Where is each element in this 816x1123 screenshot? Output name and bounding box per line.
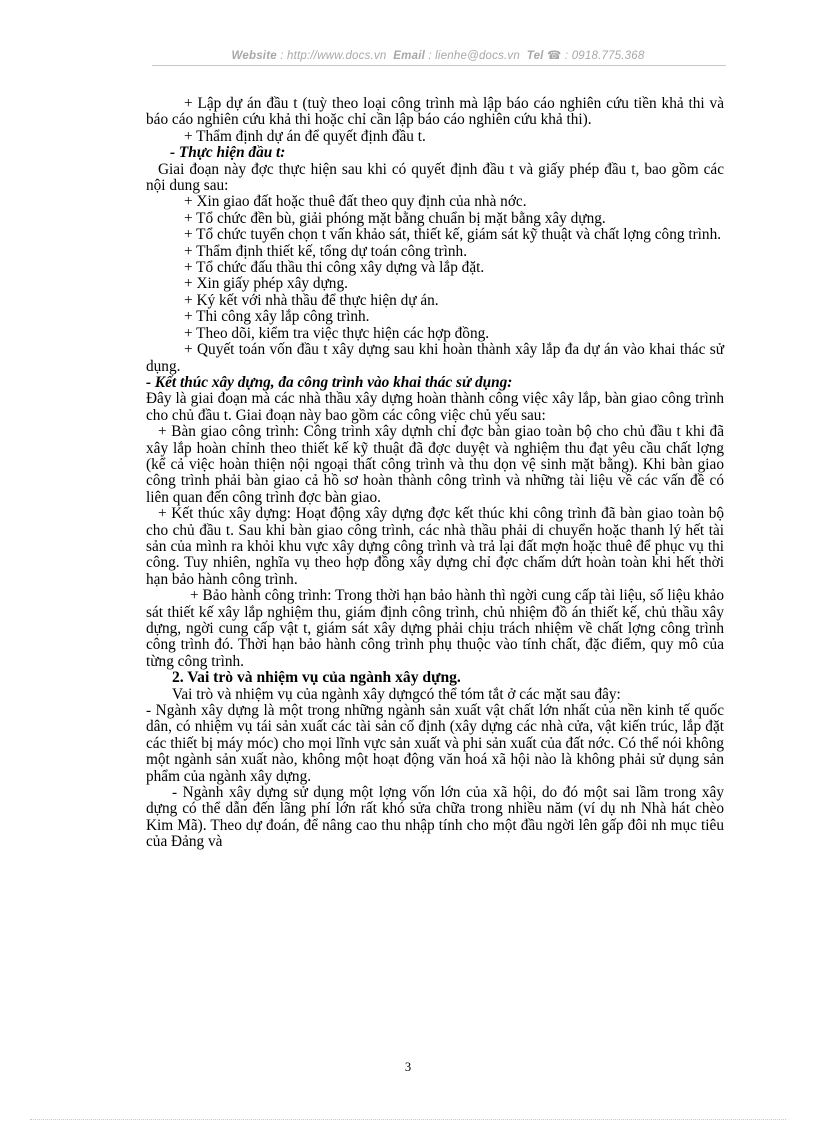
list-item: + Thi công xây lắp công trình. [184, 308, 370, 326]
page-header [150, 48, 726, 62]
list-item: + Xin giao đất hoặc thuê đất theo quy định của nhà nớc. [184, 193, 527, 211]
tel-label: Tel [526, 50, 544, 62]
paragraph-ban-giao-cong-trinh: + Bàn giao công trình: Công trình xây dựnh chỉ đợc bàn giao toàn bộ cho chủ đầu t khi đã xây lắp hoàn chỉnh theo thiết kế kỹ thuật đã đợc duyệt và nghiệm thu đạt yêu cầu chất lợng (kể cả việc hoàn thiện nội ngoại thất công trình và thu dọn vệ sinh mặt bằng). Khi bàn giao công trình phải bàn giao cả hồ sơ hoàn thành công trình và những tài liệu về các vấn đề có liên quan đến công trình đợc bàn giao. [146, 423, 724, 506]
page-number: 3 [404, 1060, 412, 1074]
paragraph-giai-doan-ket-thuc: Đây là giai đoạn mà các nhà thầu xây dựng hoàn thành công việc xây lắp, bàn giao công trình cho chủ đầu t. Giai đoạn này bao gồm các công việc chủ yếu sau: [146, 390, 724, 424]
document-body [146, 96, 724, 851]
subheading-ket-thuc-xay-dung: - Kết thúc xây dựng, đa công trình vào khai thác sử dụng: [146, 373, 513, 391]
paragraph-giai-doan-intro: Giai đoạn này đợc thực hiện sau khi có quyết định đầu t và giấy phép đầu t, bao gồm các nội dung sau: [146, 160, 724, 195]
website-label: Website [231, 50, 277, 62]
paragraph-ket-thuc-xay-dung: + Kết thúc xây dựng: Hoạt động xây dựng đợc kết thúc khi công trình đã bàn giao toàn bộ cho chủ đầu t. Sau khi bàn giao công trình, các nhà thầu phải di chuyển hoặc thanh lý hết tài sản của mình ra khỏi khu vực xây dựng công trình và trả lại đất mợn hoặc thuê để phục vụ thi công. Tuy nhiên, nghĩa vụ theo hợp đồng xây dựng chỉ đợc chấm dứt hoàn toàn khi hết thời hạn bảo hành công trình. [146, 505, 724, 588]
list-item: + Tổ chức tuyển chọn t vấn khảo sát, thiết kế, giám sát kỹ thuật và chất lợng công trình. [184, 226, 722, 244]
email-label: Email [393, 50, 425, 62]
paragraph-vai-tro-intro: Vai trò và nhiệm vụ của ngành xây dựngcó thể tóm tắt ở các mặt sau đây: [172, 685, 621, 703]
phone-number: ☎ : 0918.775.368 [546, 50, 645, 62]
subheading-thuc-hien-dau-tu: - Thực hiện đầu t: [170, 144, 286, 162]
section-heading-vai-tro: 2. Vai trò và nhiệm vụ của ngành xây dựng. [172, 669, 461, 687]
list-item: + Ký kết với nhà thầu để thực hiện dự án. [184, 291, 439, 309]
paragraph-nganh-san-xuat: - Ngành xây dựng là một trong những ngành sản xuất vật chất lớn nhất của nền kinh tế quốc dân, có nhiệm vụ tái sản xuất các tài sản cố định (xây dựng các nhà cửa, vật kiến trúc, lắp đặt các thiết bị máy móc) cho mọi lĩnh vực sản xuất và phi sản xuất của đất nớc. Có thể nói không một ngành sản xuất nào, không một hoạt động văn hoá xã hội nào là không phải sử dụng sản phẩm của ngành xây dựng. [146, 702, 724, 785]
list-item: + Xin giấy phép xây dựng. [184, 275, 348, 293]
paragraph-su-dung-von: - Ngành xây dựng sử dụng một lợng vốn lớn của xã hội, do đó một sai lầm trong xây dựng có thể dẫn đến lãng phí lớn rất khó sửa chữa trong nhiều năm (ví dụ nh Nhà hát chèo Kim Mã). Theo dự đoán, để nâng cao thu nhập tính cho một đầu ngời lên gấp đôi nh mục tiêu của Đảng và [146, 784, 724, 851]
list-item: + Tổ chức đền bù, giải phóng mặt bằng chuẩn bị mặt bằng xây dựng. [184, 209, 606, 227]
list-item: + Thẩm định thiết kế, tổng dự toán công trình. [184, 242, 468, 260]
header-divider [152, 65, 726, 66]
paragraph-tham-dinh-du-an: + Thẩm định dự án để quyết định đầu t. [184, 127, 426, 145]
list-item: + Tổ chức đấu thầu thi công xây dựng và lắp đặt. [184, 259, 485, 277]
paragraph-lap-du-an: + Lập dự án đầu t (tuỳ theo loại công trình mà lập báo cáo nghiên cứu tiền khả thi và báo cáo nghiên cứu khả thi hoặc chỉ cần lập báo cáo nghiên cứu khả thi). [146, 95, 724, 129]
email-address[interactable]: : lienhe@docs.vn [428, 50, 520, 62]
footer-divider [30, 1119, 786, 1120]
website-url[interactable]: : http://www.docs.vn [280, 50, 387, 62]
list-item: + Quyết toán vốn đầu t xây dựng sau khi hoàn thành xây lắp đa dự án vào khai thác sử dụng. [146, 341, 724, 375]
paragraph-bao-hanh-cong-trinh: + Bảo hành công trình: Trong thời hạn bảo hành thì ngời cung cấp tài liệu, số liệu khảo sát thiết kế xây lắp nghiệm thu, giám định công trình, chủ nhiệm đồ án thiết kế, chủ thầu xây dựng, ngời cung cấp vật t, giám sát xây dựng phải chịu trách nhiệm về chất lợng công trình công trình đó. Thời hạn bảo hành công trình phụ thuộc vào tính chất, đặc điểm, quy mô của từng công trình. [146, 587, 724, 670]
list-item: + Theo dõi, kiểm tra việc thực hiện các hợp đồng. [184, 324, 490, 342]
